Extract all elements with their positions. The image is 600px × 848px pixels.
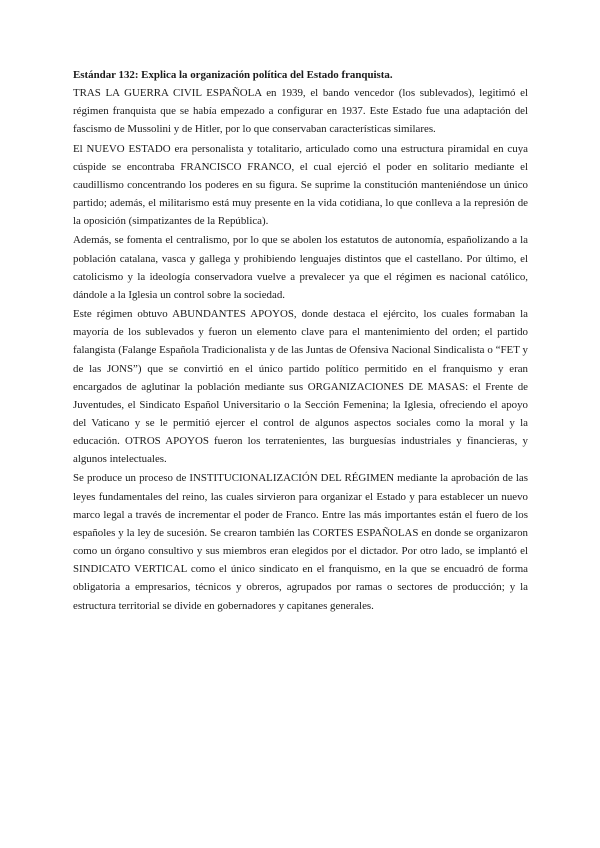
document-page [73,66,528,615]
document-title: Estándar 132: Explica la organización política del Estado franquista. [73,69,393,81]
paragraph-centralismo: Además, se fomenta el centralismo, por lo que se abolen los estatutos de autonomía, españolizando a la población catalana, vasca y gallega y prohibiendo lenguajes distintos que el castellano. Por último, el catolicismo y la ideología conservadora vuelve a prevalecer ya que el régimen es nacional católico, dándole a la Iglesia un control sobre la sociedad. [73,234,528,301]
paragraph-institucionalizacion: Se produce un proceso de INSTITUCIONALIZACIÓN DEL RÉGIMEN mediante la aprobación de las leyes fundamentales del reino, las cuales sirvieron para organizar el Estado y para establecer un nuevo marco legal a través de incrementar el poder de Franco. Entre las más importantes están el fuero de los españoles y la ley de sucesión. Se crearon también las CORTES ESPAÑOLAS en donde se organizaron como un órgano consultivo y sus miembros eran elegidos por el dictador. Por otro lado, se implantó el SINDICATO VERTICAL como el único sindicato en el franquismo, en la que se encuadró de forma obligatoria a empresarios, técnicos y obreros, agrupados por ramas o sectores de producción; y la estructura territorial se divide en gobernadores y capitanes generales. [73,472,528,612]
paragraph-nuevo-estado: El NUEVO ESTADO era personalista y totalitario, articulado como una estructura piramidal en cuya cúspide se encontraba FRANCISCO FRANCO, el cual ejerció el poder en solitario mediante el caudillismo concentrando los poderes en su figura. Se suprime la constitución manteniéndose un único partido; además, el militarismo está muy presente en la vida cotidiana, lo que conlleva a la represión de la oposición (simpatizantes de la República). [73,142,528,228]
paragraph-apoyos: Este régimen obtuvo ABUNDANTES APOYOS, donde destaca el ejército, los cuales formaban la mayoría de los sublevados y fueron un elemento clave para el mantenimiento del orden; el partido falangista (Falange Española Tradicionalista y de las Juntas de Ofensiva Nacional Sindicalista o “FET y de las JONS”) que se convirtió en el único partido político permitido en el franquismo y eran encargados de aglutinar la población mediante sus ORGANIZACIONES DE MASAS: el Frente de Juventudes, el Sindicato Español Universitario o la Sección Femenina; la Iglesia, ofreciendo el apoyo del Vaticano y se le permitió ejercer el control de algunos aspectos sociales como la moral y la educación. OTROS APOYOS fueron los terratenientes, las burguesías industriales y financieras, y algunos intelectuales. [73,308,528,466]
paragraph-postwar: TRAS LA GUERRA CIVIL ESPAÑOLA en 1939, el bando vencedor (los sublevados), legitimó el régimen franquista que se había empezado a configurar en 1937. Este Estado fue una adaptación del fascismo de Mussolini y de Hitler, por lo que conservaban características similares. [73,87,528,136]
